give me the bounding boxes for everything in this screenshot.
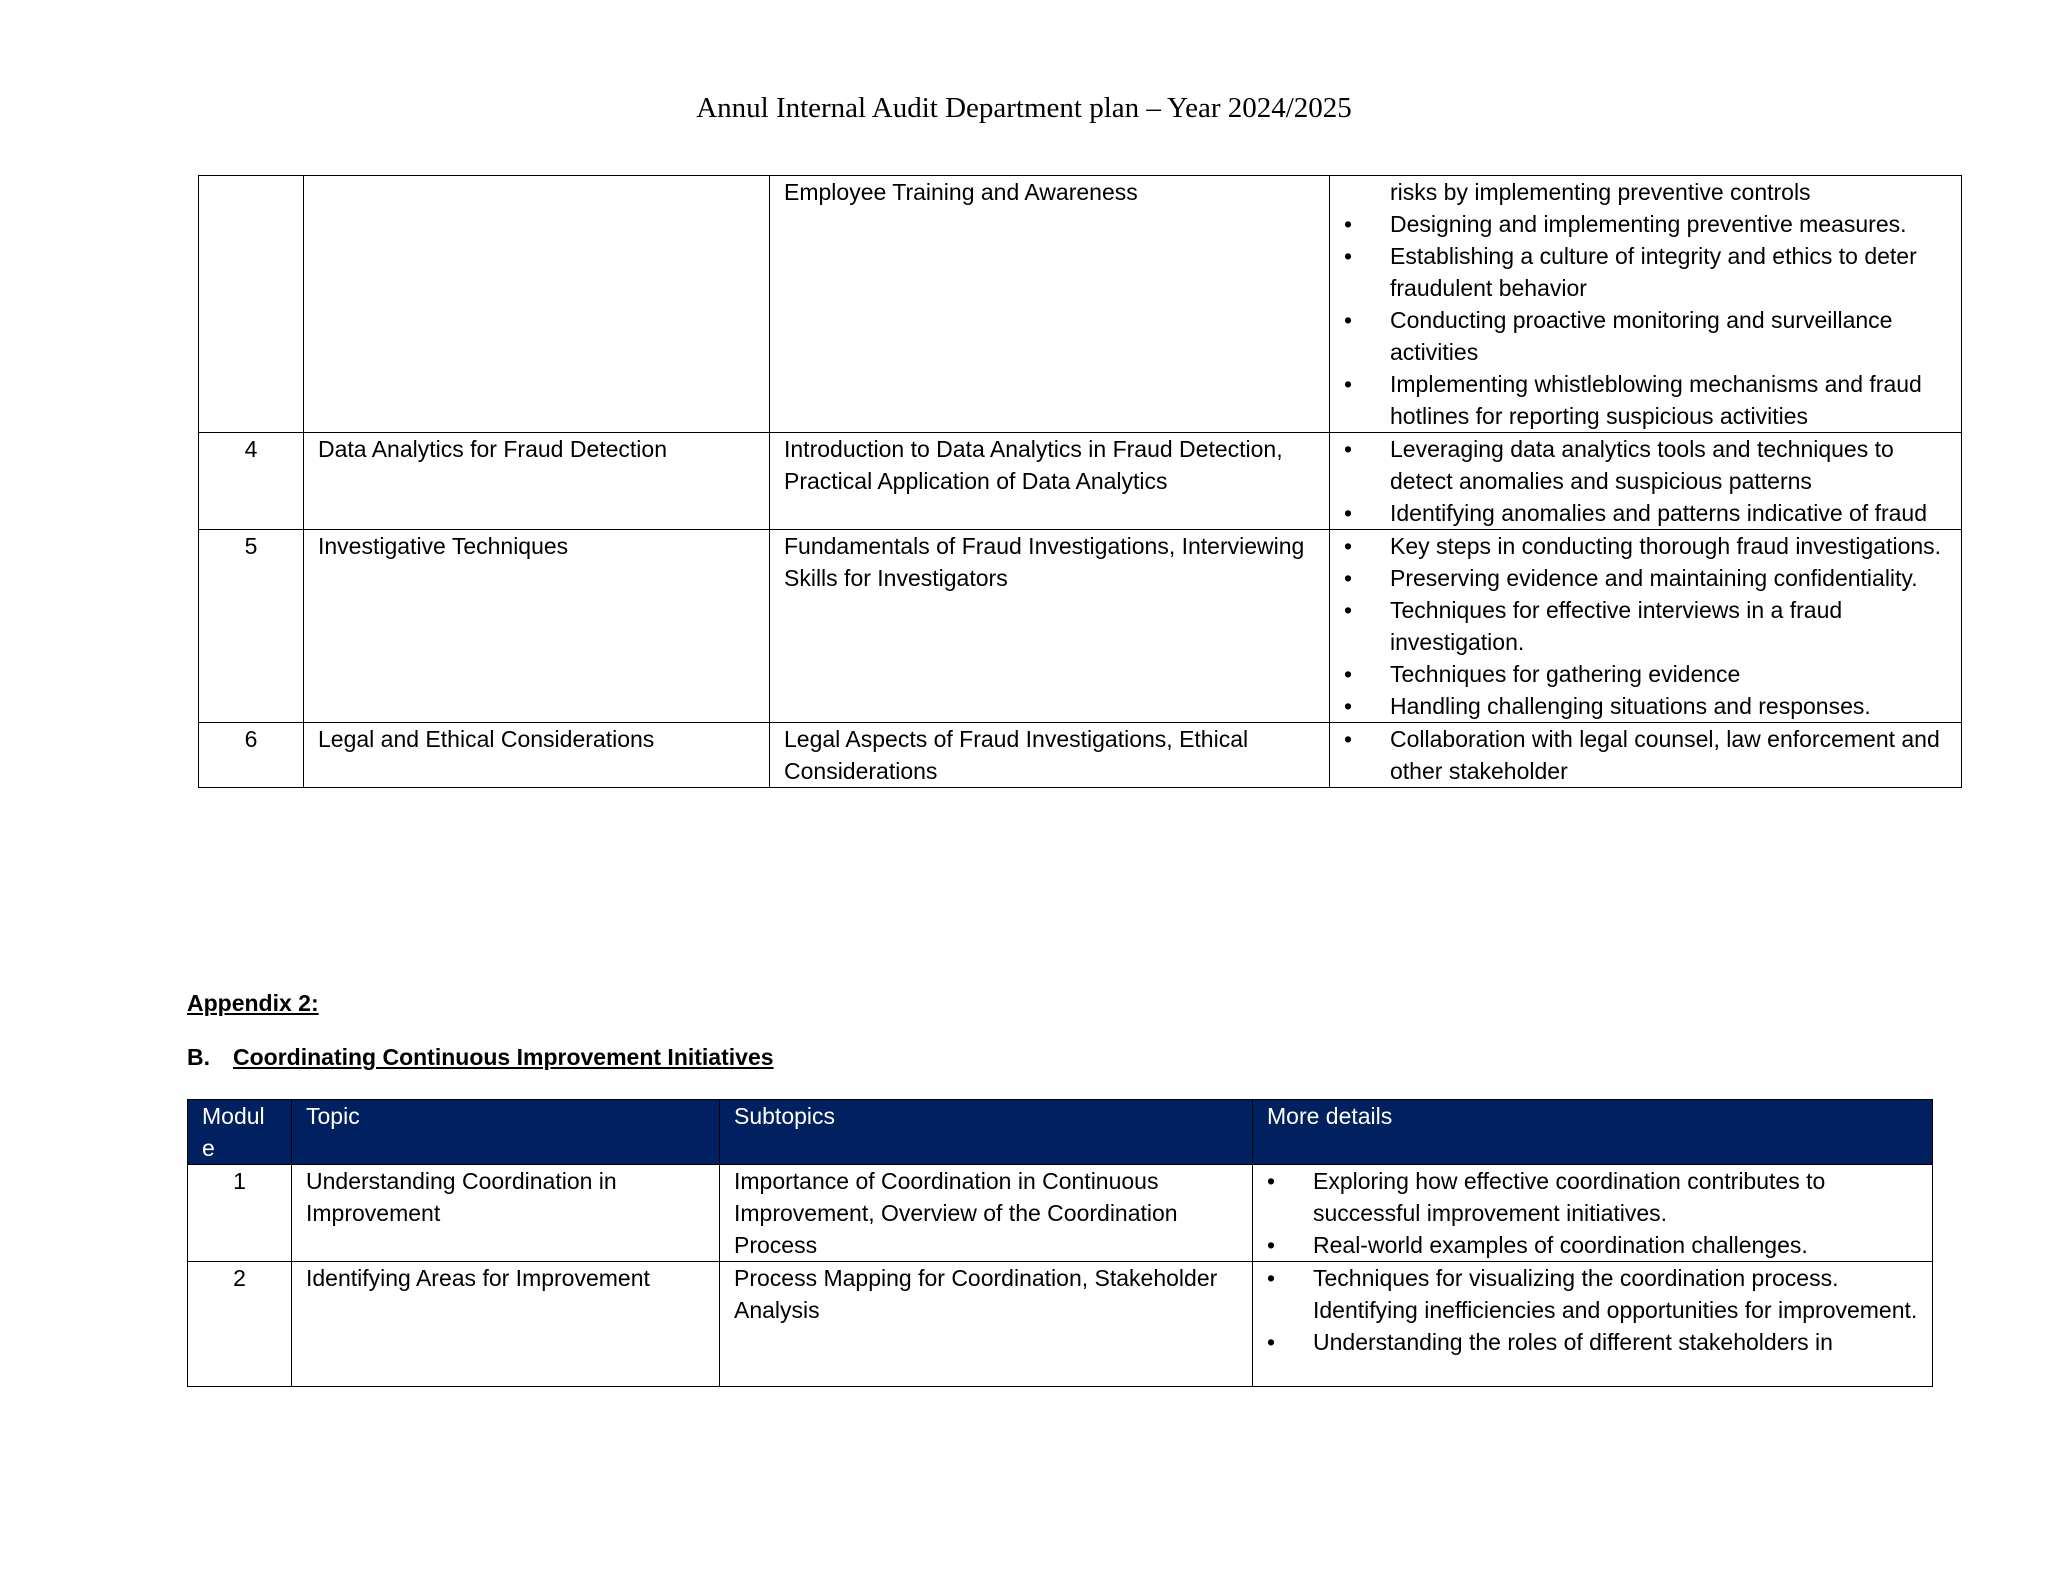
module-cell: 1: [188, 1165, 292, 1262]
list-item: • Identifying anomalies and patterns indicative of fraud: [1330, 497, 1947, 529]
details-cell: [1330, 530, 1962, 723]
details-list: [1330, 530, 1947, 722]
table-header-row: [188, 1100, 1933, 1165]
list-item: • Understanding the roles of different stakeholders in: [1253, 1326, 1918, 1358]
list-item: • Techniques for gathering evidence: [1330, 658, 1947, 690]
module-cell: 4: [199, 433, 304, 530]
table-row: [199, 433, 1962, 530]
details-cell: [1330, 433, 1962, 530]
table-row: [188, 1262, 1933, 1387]
header-subtopics: Subtopics: [720, 1100, 1253, 1165]
topic-cell: Investigative Techniques: [304, 530, 770, 723]
details-list: [1253, 1165, 1918, 1261]
list-item: • Techniques for visualizing the coordination process. Identifying inefficiencies and opportunities for improvement.: [1253, 1262, 1918, 1326]
topic-cell: Identifying Areas for Improvement: [292, 1262, 720, 1387]
list-item: • Implementing whistleblowing mechanisms and fraud hotlines for reporting suspicious activities: [1330, 368, 1947, 432]
subtopics-cell: Process Mapping for Coordination, Stakeholder Analysis: [720, 1262, 1253, 1387]
list-item: risks by implementing preventive controls: [1390, 179, 1811, 205]
module-cell: 5: [199, 530, 304, 723]
list-item: • Techniques for effective interviews in a fraud investigation.: [1330, 594, 1947, 658]
section-heading: [187, 1044, 774, 1071]
details-cell: [1253, 1165, 1933, 1262]
list-item: • Exploring how effective coordination contributes to successful improvement initiatives.: [1253, 1165, 1918, 1229]
table-row: [188, 1165, 1933, 1262]
topic-cell: [304, 176, 770, 433]
list-item: • Handling challenging situations and responses.: [1330, 690, 1947, 722]
topic-cell: Legal and Ethical Considerations: [304, 723, 770, 788]
list-item: • Establishing a culture of integrity and ethics to deter fraudulent behavior: [1330, 240, 1947, 304]
fraud-training-table: [198, 175, 1962, 788]
topic-cell: Data Analytics for Fraud Detection: [304, 433, 770, 530]
module-cell: 2: [188, 1262, 292, 1387]
section-letter: B.: [187, 1044, 210, 1070]
details-list: [1330, 723, 1947, 787]
subtopics-cell: Legal Aspects of Fraud Investigations, Ethical Considerations: [770, 723, 1330, 788]
list-item: • Collaboration with legal counsel, law enforcement and other stakeholder: [1330, 723, 1947, 787]
header-module: Modul e: [188, 1100, 292, 1165]
table-row: [199, 176, 1962, 433]
list-item: • Real-world examples of coordination challenges.: [1253, 1229, 1918, 1261]
appendix-label: Appendix 2:: [187, 990, 319, 1016]
details-list: [1330, 176, 1947, 432]
coordination-table: [187, 1099, 1933, 1387]
module-cell: [199, 176, 304, 433]
section-title: Coordinating Continuous Improvement Initiatives: [233, 1044, 774, 1070]
list-item: • Key steps in conducting thorough fraud investigations.: [1330, 530, 1947, 562]
subtopics-cell: Introduction to Data Analytics in Fraud Detection, Practical Application of Data Analytics: [770, 433, 1330, 530]
details-cell: [1253, 1262, 1933, 1387]
table-row: [199, 723, 1962, 788]
subtopics-cell: Importance of Coordination in Continuous Improvement, Overview of the Coordination Process: [720, 1165, 1253, 1262]
details-cell: [1330, 723, 1962, 788]
details-list: [1330, 433, 1947, 529]
list-item: • Leveraging data analytics tools and techniques to detect anomalies and suspicious patterns: [1330, 433, 1947, 497]
list-item: • Preserving evidence and maintaining confidentiality.: [1330, 562, 1947, 594]
details-list: [1253, 1262, 1918, 1358]
list-item: • Designing and implementing preventive measures.: [1330, 208, 1947, 240]
topic-cell: Understanding Coordination in Improvement: [292, 1165, 720, 1262]
subtopics-cell: Employee Training and Awareness: [770, 176, 1330, 433]
table-row: [199, 530, 1962, 723]
header-details: More details: [1253, 1100, 1933, 1165]
module-cell: 6: [199, 723, 304, 788]
details-cell: [1330, 176, 1962, 433]
header-topic: Topic: [292, 1100, 720, 1165]
subtopics-cell: Fundamentals of Fraud Investigations, Interviewing Skills for Investigators: [770, 530, 1330, 723]
page-header-title: Annul Internal Audit Department plan – Year 2024/2025: [696, 92, 1352, 124]
list-item: • Conducting proactive monitoring and surveillance activities: [1330, 304, 1947, 368]
